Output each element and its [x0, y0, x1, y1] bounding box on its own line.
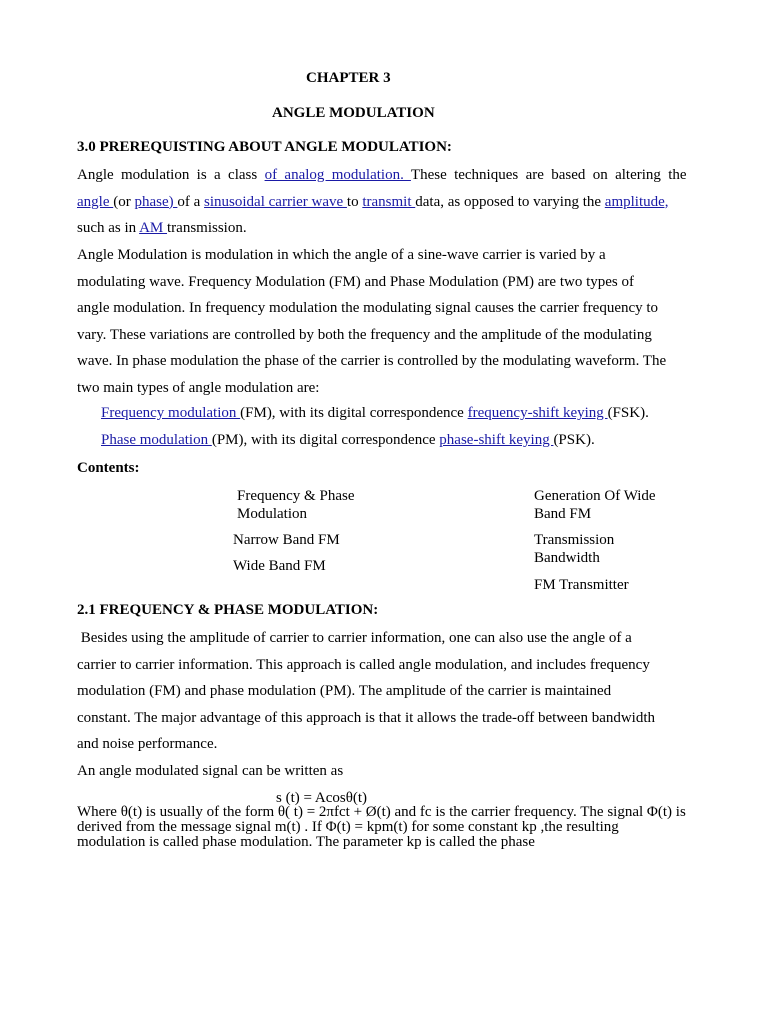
section-heading-prerequisites: 3.0 PREREQUISTING ABOUT ANGLE MODULATION: [77, 139, 452, 155]
link-frequency-modulation[interactable]: Frequency modulation [101, 405, 241, 421]
paragraph-line: modulating wave. Frequency Modulation (FM) and Phase Modulation (PM) are two types of [77, 273, 634, 290]
paragraph-angle-modulation [77, 242, 671, 402]
formula-intro: An angle modulated signal can be written as [77, 763, 344, 779]
list-item-fm: Frequency modulation (FM), with its digital correspondence frequency-shift keying (FSK). [101, 405, 649, 421]
link-am[interactable]: AM [139, 220, 168, 237]
contents-item: Transmission Bandwidth [534, 532, 615, 566]
link-phase-modulation[interactable]: Phase modulation [101, 432, 212, 448]
contents-item: Wide Band FM [233, 558, 326, 574]
paragraph-line: wave. In phase modulation the phase of the carrier is controlled by the modulating waveform. The [77, 353, 667, 370]
paragraph-line: and noise performance. [77, 736, 218, 753]
paragraph-intro: Angle modulation is a class of analog modulation. These techniques are based on altering the angle (or phase) of a sinusoidal carrier wave to transmit data, as opposed to varying the amplitude, such as in AM transmission. [77, 167, 687, 237]
contents-label: Contents: [77, 460, 140, 476]
paragraph-line: constant. The major advantage of this approach is that it allows the trade-off between bandwidth [77, 709, 656, 726]
paragraph-line: carrier to carrier information. This approach is called angle modulation, and includes frequency [77, 656, 650, 673]
paragraph-phase-definition: Where θ(t) is usually of the form θ( t) = 2πfct + Ø(t) and fc is the carrier frequency. The signal Φ(t) is derived from the message signal m(t) . If Φ(t) = kpm(t) for some constant kp ,the resulting modulation is called phase modulation. The parameter kp is called the phase [77, 804, 686, 850]
link-transmit[interactable]: transmit [362, 193, 416, 210]
contents-item: Frequency & Phase Modulation [237, 488, 355, 522]
link-analog-modulation[interactable]: of analog modulation. [264, 167, 411, 183]
list-item-pm: Phase modulation (PM), with its digital correspondence phase-shift keying (PSK). [101, 432, 595, 448]
link-angle[interactable]: angle [77, 193, 114, 210]
link-phase[interactable]: phase) [134, 193, 178, 210]
paragraph-angle-info [77, 625, 671, 758]
chapter-label: CHAPTER 3 [306, 70, 391, 86]
contents-item: Narrow Band FM [233, 532, 340, 548]
link-frequency-shift-keying[interactable]: frequency-shift keying [467, 405, 608, 421]
paragraph-line: Angle Modulation is modulation in which the angle of a sine-wave carrier is varied by a [77, 247, 606, 263]
paragraph-line: modulation (FM) and phase modulation (PM). The amplitude of the carrier is maintained [77, 683, 612, 700]
link-amplitude[interactable]: amplitude, [604, 193, 669, 210]
link-phase-shift-keying[interactable]: phase-shift keying [439, 432, 554, 448]
paragraph-line: angle modulation. In frequency modulation the modulating signal causes the carrier frequency to [77, 300, 659, 317]
formula: s (t) = Acosθ(t) [276, 790, 368, 806]
section-heading-frequency-phase: 2.1 FREQUENCY & PHASE MODULATION: [77, 602, 379, 618]
paragraph-line: vary. These variations are controlled by both the frequency and the amplitude of the modulating [77, 326, 652, 343]
paragraph-line: two main types of angle modulation are: [77, 379, 320, 396]
paragraph-line: Besides using the amplitude of carrier to carrier information, one can also use the angle of a [77, 630, 632, 646]
page-title: ANGLE MODULATION [272, 105, 435, 121]
contents-item: FM Transmitter [534, 577, 629, 593]
link-sinusoidal-carrier-wave[interactable]: sinusoidal carrier wave [204, 193, 347, 210]
contents-item: Generation Of Wide Band FM [534, 488, 656, 522]
